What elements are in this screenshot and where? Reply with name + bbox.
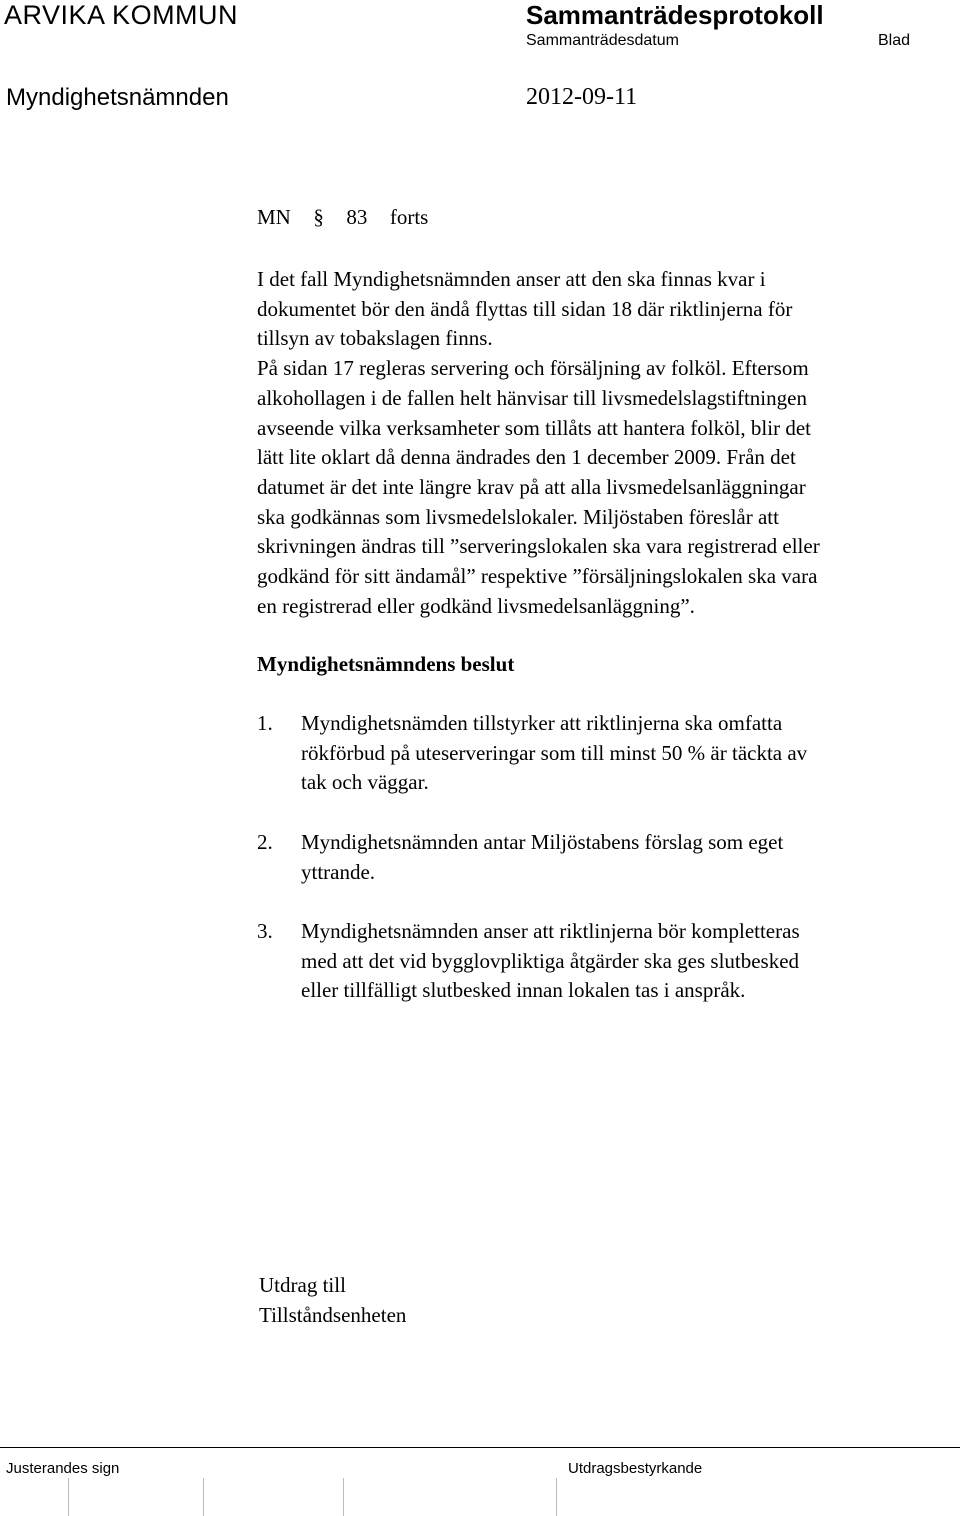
- body-line: en registrerad eller godkänd livsmedelsanläggning”.: [257, 593, 695, 618]
- decision-line: Myndighetsnämnden anser att riktlinjerna bör kompletteras: [301, 919, 800, 943]
- page-label: Blad: [878, 32, 911, 49]
- body-paragraph: [257, 265, 820, 621]
- body-line: ska godkännas som livsmedelslokaler. Miljöstaben föreslår att: [257, 504, 779, 529]
- section-number: 83: [346, 205, 368, 229]
- body-line: lätt lite oklart då denna ändrades den 1 december 2009. Från det: [257, 445, 796, 470]
- decision-line: rökförbud på uteserveringar som till minst 50 % är täckta av: [301, 740, 808, 765]
- decision-item-number: 1.: [257, 711, 273, 735]
- decision-item-text: [301, 709, 807, 798]
- decision-line: eller tillfälligt slutbesked innan lokalen tas i anspråk.: [301, 978, 746, 1003]
- body-line: alkohollagen i de fallen helt hänvisar till livsmedelslagstiftningen: [257, 385, 807, 410]
- body-line: avseende vilka verksamheter som tillåts att hantera folköl, blir det: [257, 415, 811, 440]
- decision-item-number: 2.: [257, 830, 273, 854]
- signature-box-divider: [68, 1478, 69, 1516]
- body-line: dokumentet bör den ändå flyttas till sidan 18 där riktlinjerna för: [257, 296, 793, 321]
- decision-line: yttrande.: [301, 859, 376, 884]
- body-line: På sidan 17 regleras servering och försäljning av folköl. Eftersom: [257, 356, 809, 381]
- extract-certification-label: Utdragsbestyrkande: [568, 1460, 703, 1477]
- section-symbol: §: [313, 205, 324, 229]
- decision-item-number: 3.: [257, 919, 273, 943]
- footer-divider: [0, 1447, 960, 1448]
- decision-item-text: [301, 828, 783, 887]
- section-continued: forts: [389, 205, 429, 229]
- section-reference: [257, 205, 428, 230]
- signature-box-divider: [203, 1478, 204, 1516]
- extract-recipient: Tillståndsenheten: [259, 1303, 407, 1327]
- decision-heading: Myndighetsnämndens beslut: [257, 652, 515, 676]
- decision-line: Myndighetsnämden tillstyrker att riktlinjerna ska omfatta: [301, 711, 783, 735]
- decision-line: tak och väggar.: [301, 770, 429, 795]
- document-type: Sammanträdesprotokoll: [526, 0, 824, 30]
- board-name: Myndighetsnämnden: [6, 84, 229, 111]
- decision-line: Myndighetsnämnden antar Miljöstabens förslag som eget: [301, 830, 784, 854]
- body-line: skrivningen ändras till ”serveringslokalen ska vara registrerad eller: [257, 534, 820, 559]
- signature-box-divider: [343, 1478, 344, 1516]
- extract-title: Utdrag till: [259, 1273, 346, 1297]
- signature-box-divider: [556, 1478, 557, 1516]
- decision-line: med att det vid bygglovpliktiga åtgärder ska ges slutbesked: [301, 948, 800, 973]
- body-line: tillsyn av tobakslagen finns.: [257, 326, 493, 351]
- decision-item-text: [301, 917, 800, 1006]
- adjusters-sign-label: Justerandes sign: [6, 1460, 120, 1477]
- body-line: I det fall Myndighetsnämnden anser att den ska finnas kvar i: [257, 267, 766, 291]
- body-line: godkänd för sitt ändamål” respektive ”försäljningslokalen ska vara: [257, 564, 818, 589]
- meeting-date-label: Sammanträdesdatum: [526, 32, 679, 49]
- meeting-date: 2012-09-11: [526, 84, 638, 110]
- organization-name: ARVIKA KOMMUN: [4, 0, 239, 30]
- section-prefix: MN: [257, 205, 291, 229]
- body-line: datumet är det inte längre krav på att alla livsmedelsanläggningar: [257, 474, 806, 499]
